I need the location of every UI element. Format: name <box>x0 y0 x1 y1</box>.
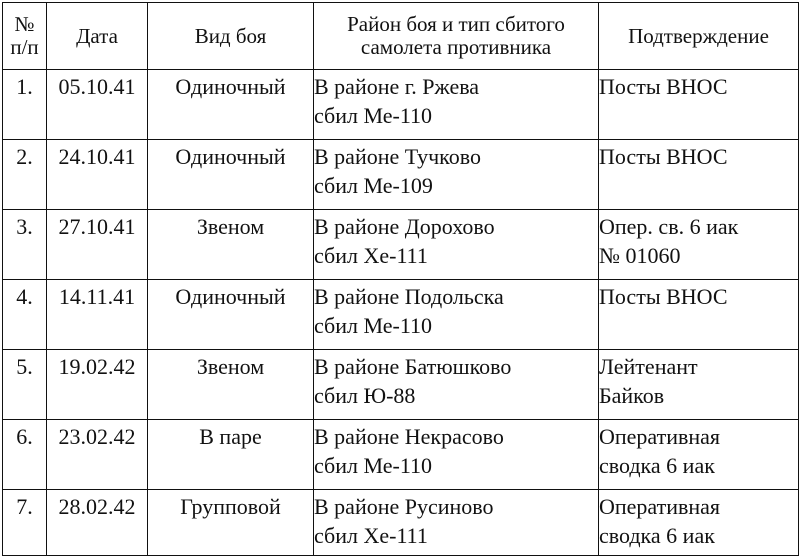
cell-confirmation <box>599 350 799 420</box>
cell-area-line: сбил Ме-109 <box>314 173 433 198</box>
cell-area <box>314 350 599 420</box>
cell-battle-type: Одиночный <box>148 280 314 350</box>
cell-number: 2. <box>3 140 47 210</box>
cell-area-line: сбил Хе-111 <box>314 243 428 268</box>
cell-battle-type: Групповой <box>148 490 314 556</box>
cell-confirmation <box>599 210 799 280</box>
cell-battle-type: Звеном <box>148 210 314 280</box>
cell-date: 05.10.41 <box>47 70 148 140</box>
victories-table <box>2 2 799 556</box>
cell-area-line: В районе Батюшково <box>314 354 512 379</box>
table-row <box>3 70 799 140</box>
cell-area <box>314 420 599 490</box>
cell-area-line: сбил Ме-110 <box>314 313 433 338</box>
cell-confirmation <box>599 70 799 140</box>
cell-date: 24.10.41 <box>47 140 148 210</box>
cell-number: 7. <box>3 490 47 556</box>
header-area <box>314 3 599 70</box>
cell-confirmation <box>599 140 799 210</box>
cell-battle-type: В паре <box>148 420 314 490</box>
cell-area-line: В районе Некрасово <box>314 424 504 449</box>
cell-confirmation-line: Опер. св. 6 иак <box>599 214 739 239</box>
cell-confirmation-line: Посты ВНОС <box>599 284 728 309</box>
cell-date: 28.02.42 <box>47 490 148 556</box>
cell-number: 6. <box>3 420 47 490</box>
cell-confirmation-line: Байков <box>599 383 665 408</box>
table-row <box>3 490 799 556</box>
cell-confirmation-line: Посты ВНОС <box>599 74 728 99</box>
cell-area-line: В районе Подольска <box>314 284 504 309</box>
table-row <box>3 350 799 420</box>
cell-area-line: сбил Ме-110 <box>314 103 433 128</box>
cell-date: 14.11.41 <box>47 280 148 350</box>
cell-confirmation <box>599 280 799 350</box>
header-battle-type: Вид боя <box>148 3 314 70</box>
cell-area <box>314 210 599 280</box>
cell-confirmation-line: Оперативная <box>599 494 721 519</box>
cell-date: 27.10.41 <box>47 210 148 280</box>
cell-confirmation-line: Оперативная <box>599 424 721 449</box>
cell-area-line: В районе Тучково <box>314 144 481 169</box>
cell-area-line: сбил Ме-110 <box>314 453 433 478</box>
cell-battle-type: Одиночный <box>148 140 314 210</box>
header-row <box>3 3 799 70</box>
table-row <box>3 140 799 210</box>
cell-number: 5. <box>3 350 47 420</box>
header-confirmation: Подтверждение <box>599 3 799 70</box>
cell-confirmation <box>599 420 799 490</box>
cell-area <box>314 280 599 350</box>
header-area-line-1: Район боя и тип сбитого <box>347 12 565 36</box>
cell-confirmation-line: сводка 6 иак <box>599 453 715 478</box>
cell-area <box>314 490 599 556</box>
cell-area-line: В районе Дорохово <box>314 214 495 239</box>
table-row <box>3 280 799 350</box>
header-date: Дата <box>47 3 148 70</box>
cell-confirmation-line: сводка 6 иак <box>599 523 715 548</box>
cell-area <box>314 70 599 140</box>
cell-number: 1. <box>3 70 47 140</box>
cell-battle-type: Звеном <box>148 350 314 420</box>
cell-battle-type: Одиночный <box>148 70 314 140</box>
table-body <box>3 70 799 556</box>
cell-area-line: сбил Хе-111 <box>314 523 428 548</box>
cell-area <box>314 140 599 210</box>
table-row <box>3 210 799 280</box>
cell-confirmation <box>599 490 799 556</box>
header-number-line-2: п/п <box>10 35 39 59</box>
cell-area-line: В районе г. Ржева <box>314 74 480 99</box>
header-area-line-2: самолета противника <box>360 35 552 59</box>
table-header <box>3 3 799 70</box>
cell-number: 3. <box>3 210 47 280</box>
cell-area-line: сбил Ю-88 <box>314 383 416 408</box>
cell-date: 23.02.42 <box>47 420 148 490</box>
cell-confirmation-line: № 01060 <box>599 243 681 268</box>
table-row <box>3 420 799 490</box>
cell-number: 4. <box>3 280 47 350</box>
cell-date: 19.02.42 <box>47 350 148 420</box>
header-number <box>3 3 47 70</box>
cell-area-line: В районе Русиново <box>314 494 494 519</box>
cell-confirmation-line: Посты ВНОС <box>599 144 728 169</box>
header-number-line-1: № <box>14 12 35 36</box>
cell-confirmation-line: Лейтенант <box>599 354 698 379</box>
